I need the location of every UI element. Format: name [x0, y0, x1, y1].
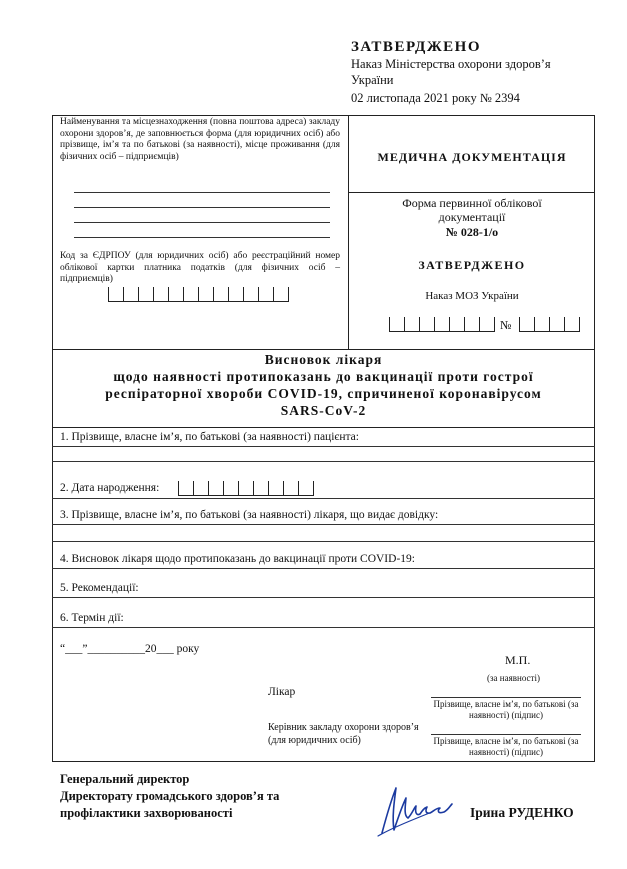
code-cell[interactable] — [138, 287, 154, 302]
title-bottom-divider — [52, 427, 595, 428]
date-cell[interactable] — [464, 317, 480, 332]
doctor-name-line[interactable] — [52, 524, 595, 525]
birth-date-label: 2. Дата народження: — [60, 482, 160, 494]
conclusion-title-line-4: SARS-CoV-2 — [280, 403, 367, 418]
code-cell[interactable] — [243, 287, 259, 302]
order-number-sign: № — [500, 318, 512, 332]
moz-order-label: Наказ МОЗ України — [425, 290, 519, 302]
patient-name-line[interactable] — [52, 446, 595, 447]
footer-position-line-3: профілактики захворюваності — [60, 806, 233, 820]
code-cell[interactable] — [153, 287, 169, 302]
code-cell[interactable] — [183, 287, 199, 302]
signer-name: Ірина РУДЕНКО — [470, 805, 574, 820]
birth-date-cell[interactable] — [193, 481, 209, 496]
number-cell[interactable] — [534, 317, 550, 332]
head-of-facility-label: Керівник закладу охорони здоров’я (для юридичних осіб) — [268, 722, 419, 746]
recommendations-line[interactable] — [52, 597, 595, 598]
birth-date-line — [52, 498, 595, 499]
conclusion-line[interactable] — [52, 568, 595, 569]
conclusion-title-line-3: респіраторної хвороби COVID-19, спричиненої коронавірусом — [105, 386, 542, 401]
date-cell[interactable] — [404, 317, 420, 332]
number-cell[interactable] — [549, 317, 565, 332]
address-line-4[interactable] — [74, 237, 330, 238]
validity-label: 6. Термін дії: — [60, 612, 124, 624]
patient-name-label: 1. Прізвище, власне ім’я, по батькові (за наявності) пацієнта: — [60, 431, 359, 443]
doctor-label: Лікар — [268, 686, 296, 698]
right-header-divider — [348, 192, 595, 193]
approval-date-line: 02 листопада 2021 року № 2394 — [351, 91, 520, 105]
issue-date-line[interactable]: “___”__________20___ року — [60, 643, 200, 655]
birth-date-cell[interactable] — [223, 481, 239, 496]
conclusion-title-line-1: Висновок лікаря — [264, 352, 383, 367]
handwritten-signature — [372, 778, 458, 840]
doctor-name-label: 3. Прізвище, власне ім’я, по батькові (за наявності) лікаря, що видає довідку: — [60, 509, 439, 521]
order-date-boxes[interactable] — [389, 317, 494, 332]
conclusion-title — [60, 351, 587, 419]
edrpou-label: Код за ЄДРПОУ (для юридичних осіб) або реєстраційний номер облікової картки платника податків (для фізичних осіб – підприємців) — [60, 251, 340, 285]
date-cell[interactable] — [419, 317, 435, 332]
patient-name-line-2[interactable] — [52, 461, 595, 462]
approval-order-line: Наказ Міністерства охорони здоров’я — [351, 57, 551, 71]
code-cell[interactable] — [273, 287, 289, 302]
edrpou-code-boxes[interactable] — [108, 287, 288, 302]
address-line-2[interactable] — [74, 207, 330, 208]
validity-line[interactable] — [52, 627, 595, 628]
code-cell[interactable] — [168, 287, 184, 302]
stamp-note: (за наявності) — [487, 673, 540, 683]
code-cell[interactable] — [258, 287, 274, 302]
birth-date-cell[interactable] — [178, 481, 194, 496]
medical-documentation-label: МЕДИЧНА ДОКУМЕНТАЦІЯ — [377, 150, 567, 164]
date-cell[interactable] — [479, 317, 495, 332]
birth-date-cell[interactable] — [253, 481, 269, 496]
order-number-boxes[interactable] — [519, 317, 579, 332]
date-cell[interactable] — [434, 317, 450, 332]
conclusion-title-line-2: щодо наявності протипоказань до вакцинації проти гострої — [113, 369, 534, 384]
code-cell[interactable] — [198, 287, 214, 302]
footer-position-line-1: Генеральний директор — [60, 772, 190, 786]
birth-date-cell[interactable] — [268, 481, 284, 496]
approval-title: ЗАТВЕРДЖЕНО — [351, 39, 481, 55]
head-signature-caption: Прізвище, власне ім’я, по батькові (за наявності) (підпис) — [433, 736, 579, 757]
approval-country-line: України — [351, 73, 394, 87]
doctor-signature-caption: Прізвище, власне ім’я, по батькові (за наявності) (підпис) — [433, 699, 579, 720]
birth-date-boxes[interactable] — [178, 481, 313, 496]
doctor-name-line-2[interactable] — [52, 541, 595, 542]
code-cell[interactable] — [228, 287, 244, 302]
doctor-signature-line[interactable] — [431, 697, 581, 698]
header-bottom-divider — [52, 349, 595, 350]
stamp-label: М.П. — [505, 653, 531, 667]
form-type-line-2: документації — [438, 210, 506, 224]
number-cell[interactable] — [564, 317, 580, 332]
institution-name-label: Найменування та місцезнаходження (повна поштова адреса) закладу охорони здоров’я, де заповнюється форма (для юридичних осіб) або прізвище, ім’я та по батькові (за наявності), місце проживання (для фізичних осіб – підприємців) — [60, 117, 340, 162]
form-type-line-1: Форма первинної облікової — [402, 196, 542, 210]
birth-date-cell[interactable] — [298, 481, 314, 496]
address-line-1[interactable] — [74, 192, 330, 193]
code-cell[interactable] — [123, 287, 139, 302]
code-cell[interactable] — [108, 287, 124, 302]
date-cell[interactable] — [449, 317, 465, 332]
date-cell[interactable] — [389, 317, 405, 332]
address-line-3[interactable] — [74, 222, 330, 223]
conclusion-label: 4. Висновок лікаря щодо протипоказань до вакцинації проти COVID-19: — [60, 553, 415, 565]
number-cell[interactable] — [519, 317, 535, 332]
footer-position-line-2: Директорату громадського здоров’я та — [60, 789, 280, 803]
birth-date-cell[interactable] — [283, 481, 299, 496]
head-signature-line[interactable] — [431, 734, 581, 735]
recommendations-label: 5. Рекомендації: — [60, 582, 139, 594]
form-number: № 028-1/о — [445, 225, 499, 239]
birth-date-cell[interactable] — [208, 481, 224, 496]
approved-label: ЗАТВЕРДЖЕНО — [418, 258, 526, 272]
code-cell[interactable] — [213, 287, 229, 302]
birth-date-cell[interactable] — [238, 481, 254, 496]
